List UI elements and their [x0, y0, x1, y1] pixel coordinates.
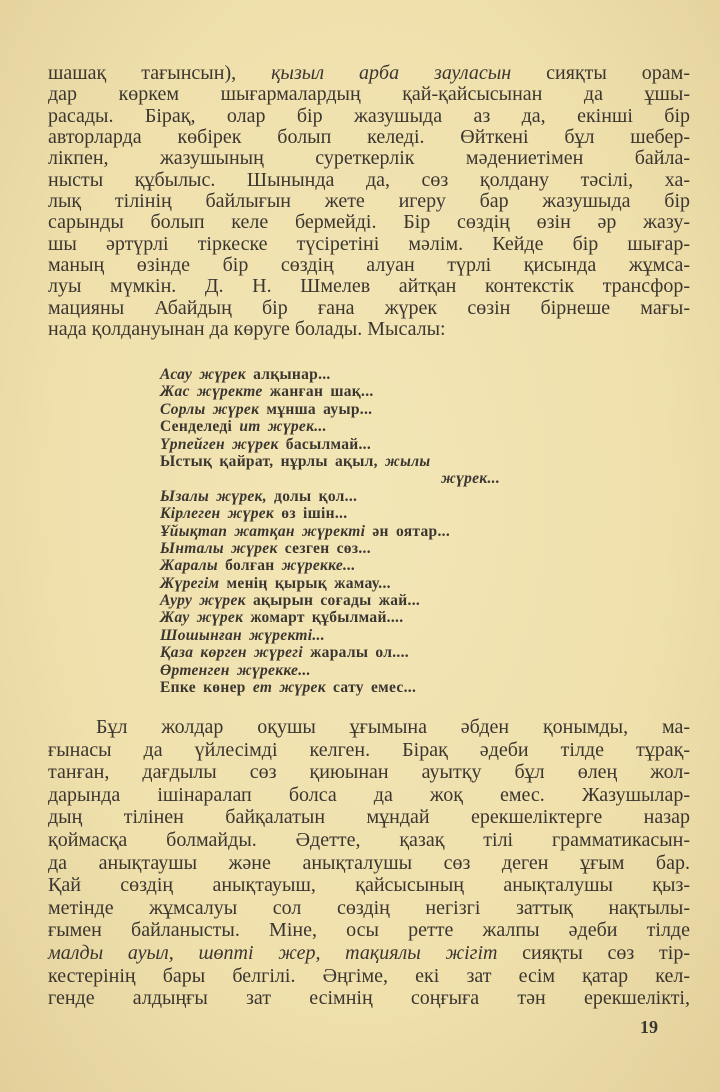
- poem-line: [160, 488, 500, 505]
- paragraph-1-line: [48, 255, 690, 276]
- italic-text: ет жүрек: [252, 679, 326, 697]
- italic-text: Ауру жүрек: [160, 592, 246, 610]
- text: шы әртүрлі тіркеске түсіретіні мәлім. Кейде бір шығар-: [48, 232, 690, 255]
- italic-text: Жүрегім: [160, 574, 220, 592]
- text: Сенделеді: [160, 418, 240, 436]
- poem-line: [160, 575, 500, 592]
- paragraph-2-line: [48, 716, 690, 739]
- page-number: 19: [640, 1017, 658, 1037]
- poem-line: [160, 627, 500, 644]
- text: метінде жұмсалуы сол сөздің негізгі заттық нақтылы-: [48, 896, 690, 919]
- text: маның өзінде бір сөздің алуан түрлі қисында жұмса-: [48, 254, 690, 277]
- italic-text: қызыл арба зауласын: [271, 62, 512, 84]
- text: авторларда көбірек болып келеді. Өйткені бұл шебер-: [48, 126, 690, 149]
- paragraph-1-line: [48, 276, 690, 297]
- paragraph-1-line: [48, 84, 690, 105]
- poem-line: [160, 662, 500, 679]
- italic-text: Сорлы жүрек: [160, 400, 260, 418]
- paragraph-2-line: [48, 942, 690, 965]
- text: генде алдыңғы зат есімнің соңғыға тән ерекшелікті,: [48, 987, 690, 1010]
- text: расады. Бірақ, олар бір жазушыда аз да, екінші бір: [48, 104, 690, 127]
- italic-text: Жаралы: [160, 557, 218, 575]
- paragraph-2: [48, 716, 690, 1010]
- text: дарында ішінаралап болса да жоқ емес. Жазушылар-: [48, 783, 690, 806]
- poem-line: [160, 505, 500, 522]
- italic-text: Өртенген жүрекке...: [160, 661, 311, 679]
- italic-text: Шошынған жүректі...: [160, 626, 325, 644]
- poem-line: [160, 592, 500, 609]
- italic-text: Кірлеген жүрек: [160, 505, 275, 523]
- text: сату емес...: [325, 679, 417, 697]
- text: Бұл жолдар оқушы ұғымына әбден қонымды, ма-: [96, 716, 690, 738]
- poem-line: [160, 679, 500, 696]
- text: Ыстық қайрат, нұрлы ақыл,: [160, 452, 386, 470]
- poem-line: [160, 418, 500, 435]
- paragraph-1-line: [48, 234, 690, 255]
- text: ақырын соғады жай...: [245, 592, 421, 610]
- italic-text: жүрек...: [440, 470, 500, 488]
- text: ғымен байланысты. Міне, осы ретте жалпы әдеби тілде: [48, 919, 690, 942]
- paragraph-2-line: [48, 874, 690, 897]
- text: мұнша ауыр...: [259, 400, 373, 418]
- text: дың тілінен байқалатын мұндай ерекшеліктерге назар: [48, 806, 690, 829]
- text: Қай сөздің анықтауыш, қайсысының анықталушы қыз-: [48, 874, 690, 897]
- paragraph-1-line: [48, 212, 690, 233]
- poem-line: [160, 644, 500, 661]
- text: шашақ тағынсын),: [48, 62, 272, 84]
- text: сияқты орам-: [511, 62, 691, 84]
- poem-line: [160, 436, 500, 453]
- italic-text: малды ауыл, шөпті жер, тақиялы жігіт: [48, 941, 498, 964]
- text: лікпен, жазушының суреткерлік мәдениетімен байла-: [48, 147, 690, 170]
- paragraph-1-line: [48, 127, 690, 148]
- text: да анықтаушы және анықталушы сөз деген ұғым бар.: [48, 851, 690, 874]
- italic-text: жылы: [385, 452, 431, 470]
- italic-text: Ызалы жүрек,: [160, 487, 267, 505]
- text: лық тілінің байлығын жете игеру бар жазушыда бір: [48, 190, 690, 213]
- text: мацияны Абайдың бір ғана жүрек сөзін бірнеше мағы-: [48, 296, 690, 319]
- paragraph-2-line: [48, 829, 690, 852]
- paragraph-1-line: [48, 63, 690, 84]
- text: ғынасы да үйлесімді келген. Бірақ әдеби тілде тұрақ-: [48, 738, 690, 761]
- text: дар көркем шығармалардың қай-қайсысынан да ұшы-: [48, 83, 690, 106]
- text: менің қырық жамау...: [219, 574, 391, 592]
- paragraph-2-line: [48, 761, 690, 784]
- text: басылмай...: [278, 435, 372, 453]
- italic-text: Қаза көрген жүрегі: [160, 644, 303, 662]
- poem-line: [160, 366, 500, 383]
- italic-text: ит жүрек...: [239, 418, 327, 436]
- text: жанған шақ...: [262, 383, 374, 401]
- paragraph-2-line: [48, 784, 690, 807]
- text: сезген сөз...: [277, 539, 371, 557]
- paragraph-1-line: [48, 319, 690, 340]
- italic-text: Ұйықтап жатқан жүректі: [160, 522, 366, 540]
- italic-text: жүрекке...: [281, 557, 356, 575]
- paragraph-1-line: [48, 298, 690, 319]
- italic-text: Жас жүректе: [160, 383, 263, 401]
- poem-line: [160, 523, 500, 540]
- poem-line: [160, 609, 500, 626]
- paragraph-1-line: [48, 191, 690, 212]
- text: жомарт құбылмай....: [243, 609, 404, 627]
- italic-text: Асау жүрек: [160, 366, 246, 383]
- text: кестерінің бары белгілі. Әңгіме, екі зат есім қатар кел-: [48, 964, 690, 987]
- text: сияқты сөз тір-: [497, 941, 690, 964]
- text: нысты құбылыс. Шынында да, сөз қолдану тәсілі, ха-: [48, 168, 690, 191]
- text: танған, дағдылы сөз қиюынан ауытқу бұл өлең жол-: [48, 761, 690, 784]
- text: алқынар...: [245, 366, 331, 383]
- italic-text: Жау жүрек: [160, 609, 244, 627]
- text: болған: [218, 557, 282, 575]
- paragraph-2-line: [48, 965, 690, 988]
- poem-line: [160, 470, 500, 487]
- text: өз ішін...: [274, 505, 348, 523]
- paragraph-2-line: [48, 739, 690, 762]
- paragraph-2-line: [48, 852, 690, 875]
- paragraph-1: [48, 63, 690, 340]
- italic-text: Ынталы жүрек: [160, 539, 278, 557]
- text: долы қол...: [266, 487, 358, 505]
- text: жаралы ол....: [302, 644, 409, 662]
- text: ән оятар...: [365, 522, 451, 540]
- poem-line: [160, 557, 500, 574]
- poem-line: [160, 383, 500, 400]
- poem-line: [160, 401, 500, 418]
- text: нада қолдануынан да көруге болады. Мысалы:: [48, 318, 446, 341]
- poem-line: [160, 540, 500, 557]
- paragraph-2-line: [48, 806, 690, 829]
- poem-quotation: [160, 366, 500, 696]
- text: сарынды болып келе бермейді. Бір сөздің өзін әр жазу-: [48, 211, 690, 234]
- paragraph-2-line: [48, 987, 690, 1010]
- text: қоймасқа болмайды. Әдетте, қазақ тілі грамматикасын-: [48, 828, 690, 851]
- paragraph-1-line: [48, 170, 690, 191]
- paragraph-1-line: [48, 106, 690, 127]
- text: Епке көнер: [160, 679, 253, 697]
- poem-line: [160, 453, 500, 470]
- italic-text: Үрпейген жүрек: [160, 435, 279, 453]
- paragraph-2-line: [48, 897, 690, 920]
- text: луы мүмкін. Д. Н. Шмелев айтқан контекстік трансфор-: [48, 275, 690, 298]
- paragraph-1-line: [48, 148, 690, 169]
- paragraph-2-line: [48, 919, 690, 942]
